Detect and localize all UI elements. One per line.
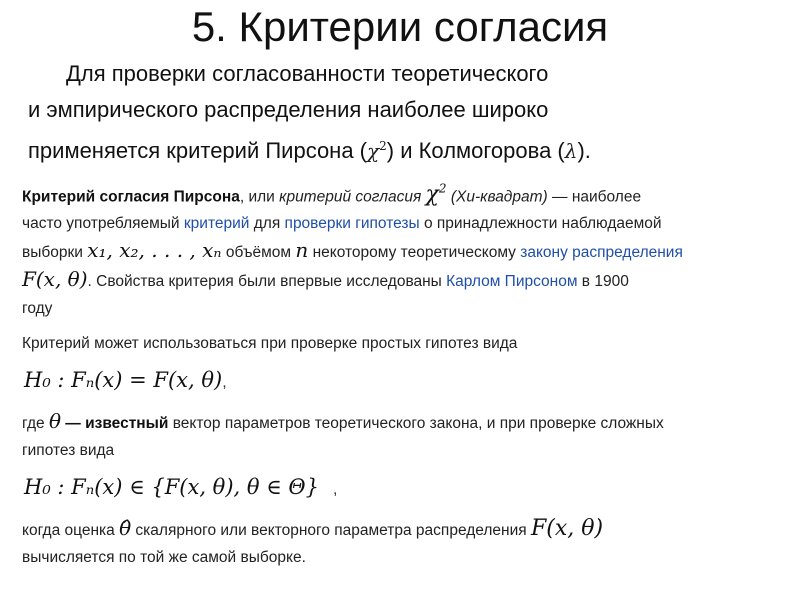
pearson-definition: Критерий согласия Пирсона, или критерий согласия $\chi^2$ (Хи-квадрат) — наиболее часто употребляемый критерий для проверки гипотезы о принадлежности наблюдаемой выборки x₁, x₂, . . . , xₙ объёмом n некоторому теоретическому закону распределения F(x, θ). Свойства критерия были впервые исследованы Карлом Пирсоном в 1900 году (22, 182, 683, 318)
parameter-vector-text: где θ — известный вектор параметров теоретического закона, и при проверке сложных гипотез вида (22, 409, 664, 460)
simple-hypothesis-formula: H₀ : Fₙ(x) = F(x, θ), (24, 368, 227, 393)
sample-formula: x₁, x₂, . . . , xₙ (87, 238, 222, 263)
link-karl-pearson[interactable]: Карлом Пирсоном (446, 273, 578, 291)
chi-square-symbol: $\chi^2$ (425, 182, 447, 208)
link-criterion[interactable]: критерий (183, 215, 250, 233)
chi-square-symbol: $\chi^2$ (367, 139, 387, 163)
wiki-excerpt (22, 176, 798, 571)
intro-line-1: Для проверки согласованности теоретического (66, 61, 549, 86)
lambda-symbol: λ (564, 139, 578, 163)
estimate-text: когда оценка θ̂ скалярного или векторного параметра распределения F(x, θ) вычисляется по той же самой выборке. (22, 516, 604, 567)
link-distribution-law[interactable]: закону распределения (520, 244, 683, 262)
intro-line-2: и эмпирического распределения наиболее широко (28, 97, 549, 122)
slide-title: 5. Критерии согласия (191, 3, 609, 50)
theta-symbol: θ (48, 409, 61, 434)
distribution-function: F(x, θ) (22, 267, 88, 292)
n-symbol: n (295, 238, 309, 263)
complex-hypothesis-formula: H₀ : Fₙ(x) ∈ {F(x, θ), θ ∈ Θ} , (24, 475, 338, 500)
link-hypothesis-testing[interactable]: проверки гипотезы (284, 215, 420, 233)
intro-paragraph (28, 56, 788, 169)
theta-hat-symbol: θ̂ (119, 516, 132, 541)
simple-hypothesis-text: Критерий может использоваться при проверке простых гипотез вида (22, 335, 518, 353)
intro-line-3: применяется критерий Пирсона $(\chi^2)$ и Колмогорова (λ). (28, 138, 591, 163)
distribution-function: F(x, θ) (530, 516, 604, 542)
